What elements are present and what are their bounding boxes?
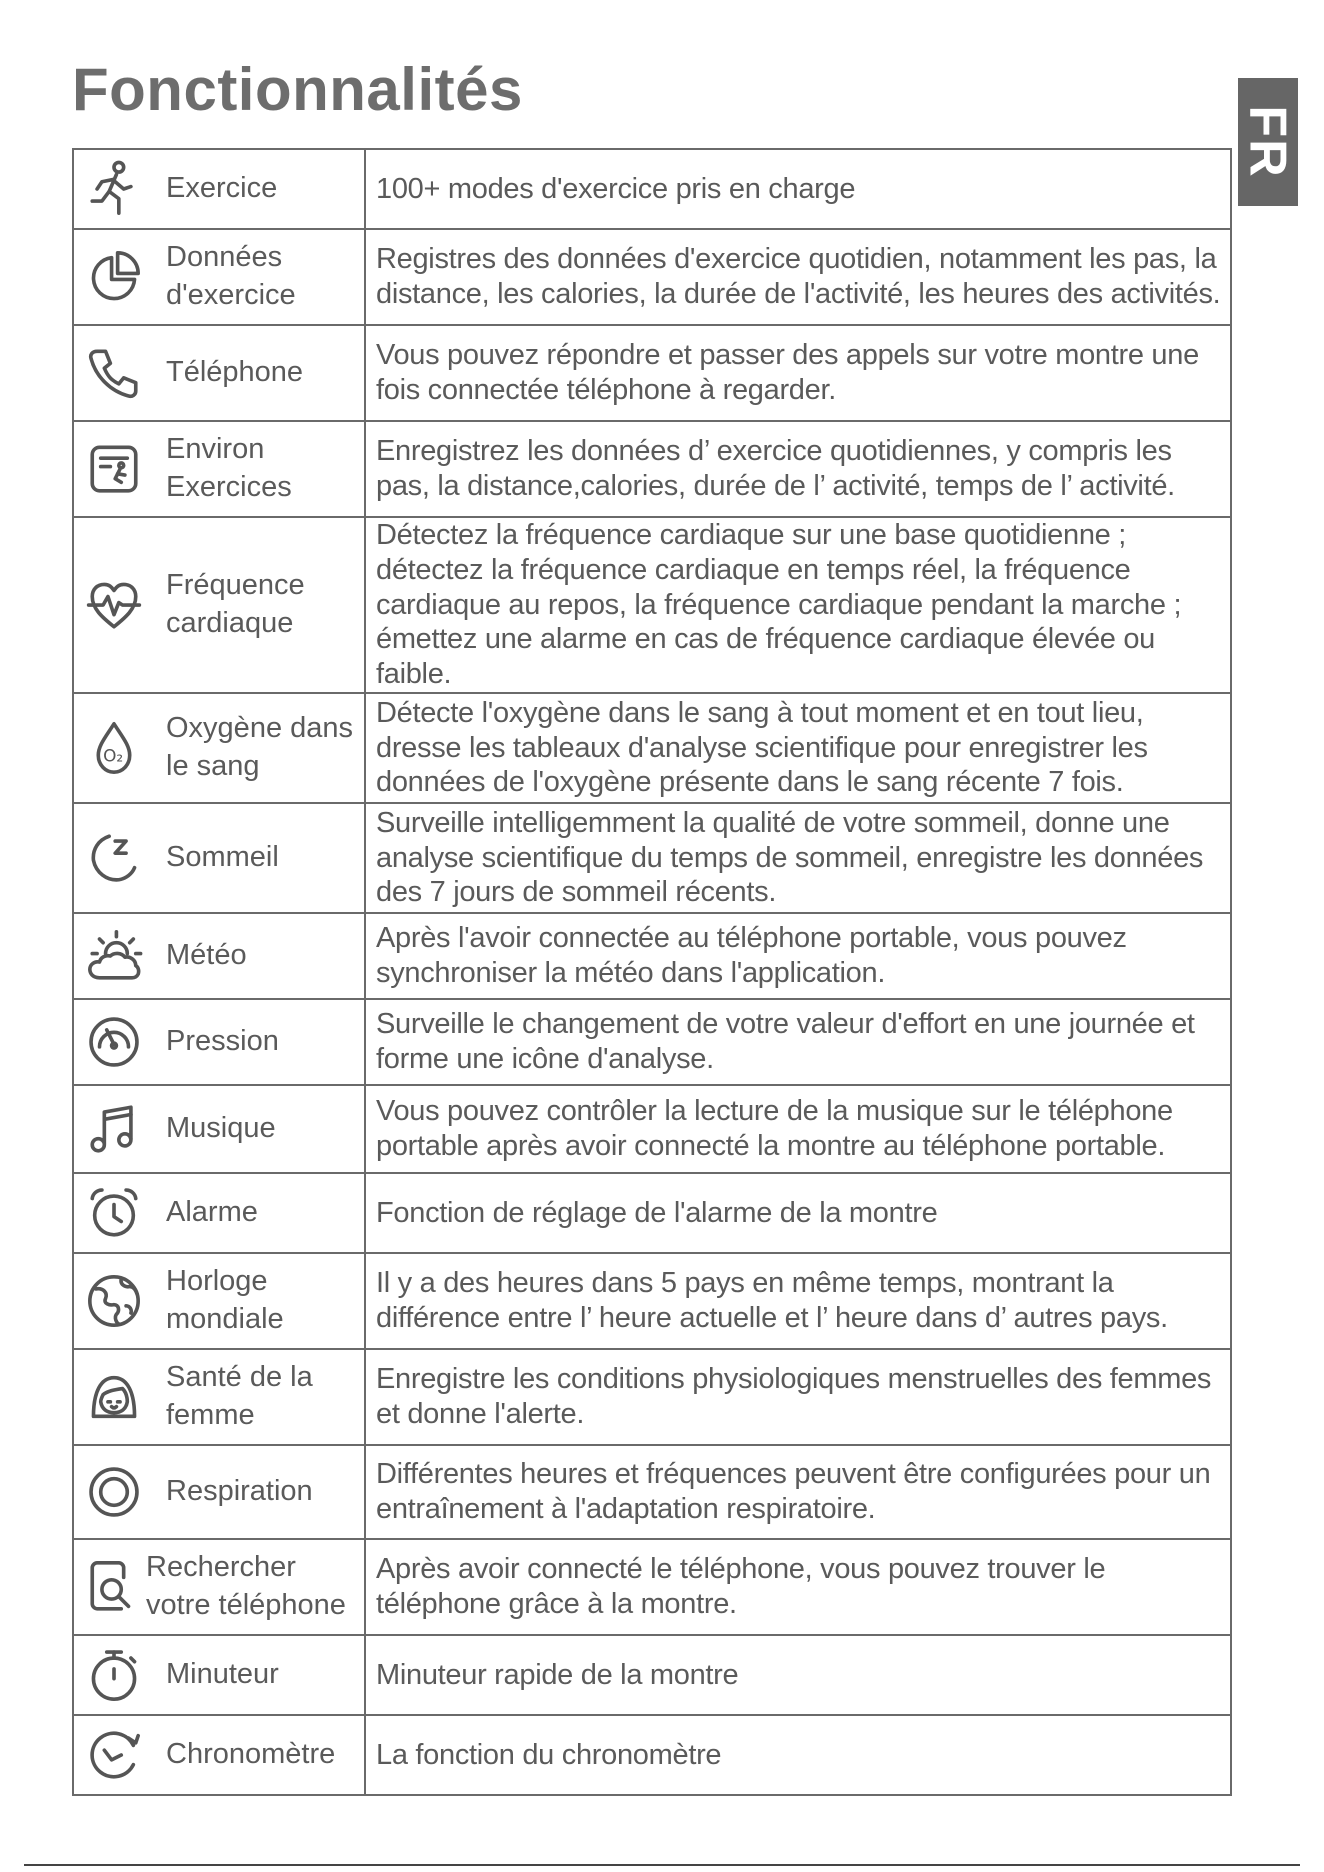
table-row: [73, 1253, 1231, 1349]
table-row: [73, 1445, 1231, 1539]
feature-label: Pression: [166, 1025, 279, 1058]
feature-description: Registres des données d'exercice quotidien, notamment les pas, la distance, les calories, la durée de l'activité, les heures des activités.: [365, 229, 1231, 325]
table-row: [73, 1173, 1231, 1253]
feature-description: Il y a des heures dans 5 pays en même temps, montrant la différence entre l’ heure actuelle et l’ heure dans d’ autres pays.: [365, 1253, 1231, 1349]
svg-text:O₂: O₂: [103, 745, 124, 766]
feature-cell: [73, 517, 365, 693]
feature-cell: [73, 149, 365, 229]
table-row: [73, 1715, 1231, 1795]
table-row: [73, 229, 1231, 325]
feature-description: Détecte l'oxygène dans le sang à tout moment et en tout lieu, dresse les tableaux d'analyse scientifique pour enregistrer les données de l'oxygène présente dans le sang récente 7 fois.: [365, 693, 1231, 803]
feature-description: La fonction du chronomètre: [365, 1715, 1231, 1795]
table-row: [73, 1539, 1231, 1635]
language-code: FR: [1239, 105, 1298, 179]
feature-label: Environ Exercices: [166, 433, 292, 503]
feature-cell: [73, 999, 365, 1085]
feature-label: Santé de la femme: [166, 1361, 313, 1431]
feature-cell: [73, 229, 365, 325]
weather-icon: [74, 927, 154, 985]
feature-cell: [73, 913, 365, 999]
table-row: [73, 1349, 1231, 1445]
feature-description: Différentes heures et fréquences peuvent être configurées pour un entraînement à l'adaptation respiratoire.: [365, 1445, 1231, 1539]
features-table: [72, 148, 1232, 1796]
globe-icon: [74, 1272, 154, 1330]
table-row: [73, 149, 1231, 229]
feature-label: Respiration: [166, 1475, 313, 1508]
woman-face-icon: [74, 1368, 154, 1426]
feature-description: Fonction de réglage de l'alarme de la montre: [365, 1173, 1231, 1253]
pie-chart-icon: [74, 248, 154, 306]
feature-label: Chronomètre: [166, 1738, 336, 1771]
feature-label: Fréquence cardiaque: [166, 569, 305, 639]
activity-record-icon: [74, 440, 154, 498]
pressure-gauge-icon: [74, 1013, 154, 1071]
phone-icon: [74, 344, 154, 402]
table-row: [73, 693, 1231, 803]
feature-description: Après l'avoir connectée au téléphone portable, vous pouvez synchroniser la météo dans l'application.: [365, 913, 1231, 999]
feature-description: Surveille le changement de votre valeur d'effort en une journée et forme une icône d'analyse.: [365, 999, 1231, 1085]
feature-description: Enregistrez les données d’ exercice quotidiennes, y compris les pas, la distance,calories, durée de l’ activité, temps de l’ activité.: [365, 421, 1231, 517]
feature-cell: [73, 1173, 365, 1253]
feature-cell: [73, 1445, 365, 1539]
feature-description: Enregistre les conditions physiologiques menstruelles des femmes et donne l'alerte.: [365, 1349, 1231, 1445]
feature-description: 100+ modes d'exercice pris en charge: [365, 149, 1231, 229]
table-row: [73, 803, 1231, 913]
feature-cell: [73, 421, 365, 517]
footer-divider: [24, 1864, 1300, 1866]
breathing-icon: [74, 1463, 154, 1521]
feature-label: Oxygène dans le sang: [166, 712, 354, 782]
feature-label: Musique: [166, 1112, 276, 1145]
table-row: [73, 1635, 1231, 1715]
sleep-moon-icon: [74, 829, 154, 887]
timer-icon: [74, 1646, 154, 1704]
runner-icon: [74, 160, 154, 218]
page-title: Fonctionnalités: [72, 56, 523, 123]
heart-rate-icon: [74, 576, 154, 634]
feature-label: Rechercher votre téléphone: [146, 1551, 346, 1621]
table-row: [73, 517, 1231, 693]
feature-label: Météo: [166, 939, 247, 972]
feature-label: Minuteur: [166, 1658, 279, 1691]
feature-cell: [73, 1715, 365, 1795]
feature-label: Données d'exercice: [166, 241, 296, 311]
feature-description: Surveille intelligemment la qualité de votre sommeil, donne une analyse scientifique du temps de sommeil, enregistre les données des 7 jours de sommeil récents.: [365, 803, 1231, 913]
alarm-clock-icon: [74, 1184, 154, 1242]
feature-cell: [73, 803, 365, 913]
feature-cell: [73, 1539, 365, 1635]
feature-description: Après avoir connecté le téléphone, vous pouvez trouver le téléphone grâce à la montre.: [365, 1539, 1231, 1635]
feature-description: Vous pouvez répondre et passer des appels sur votre montre une fois connectée téléphone à regarder.: [365, 325, 1231, 421]
feature-label: Téléphone: [166, 356, 304, 389]
feature-label: Sommeil: [166, 841, 279, 874]
find-phone-icon: [74, 1558, 154, 1616]
feature-description: Détectez la fréquence cardiaque sur une base quotidienne ; détectez la fréquence cardiaque en temps réel, la fréquence cardiaque au repos, la fréquence cardiaque pendant la marche ; émettez une alarme en cas de fréquence cardiaque élevée ou faible.: [365, 517, 1231, 693]
feature-cell: [73, 1253, 365, 1349]
feature-label: Alarme: [166, 1196, 258, 1229]
language-tab: [1238, 78, 1298, 206]
feature-cell: [73, 693, 365, 803]
feature-label: Horloge mondiale: [166, 1265, 284, 1335]
feature-description: Minuteur rapide de la montre: [365, 1635, 1231, 1715]
music-note-icon: [74, 1100, 154, 1158]
oxygen-drop-icon: [74, 719, 154, 777]
feature-cell: [73, 325, 365, 421]
table-row: [73, 421, 1231, 517]
table-row: [73, 999, 1231, 1085]
feature-cell: [73, 1635, 365, 1715]
feature-description: Vous pouvez contrôler la lecture de la musique sur le téléphone portable après avoir connecté la montre au téléphone portable.: [365, 1085, 1231, 1173]
feature-cell: [73, 1085, 365, 1173]
feature-label: Exercice: [166, 172, 278, 205]
table-row: [73, 325, 1231, 421]
feature-cell: [73, 1349, 365, 1445]
stopwatch-icon: [74, 1726, 154, 1784]
table-row: [73, 913, 1231, 999]
table-row: [73, 1085, 1231, 1173]
